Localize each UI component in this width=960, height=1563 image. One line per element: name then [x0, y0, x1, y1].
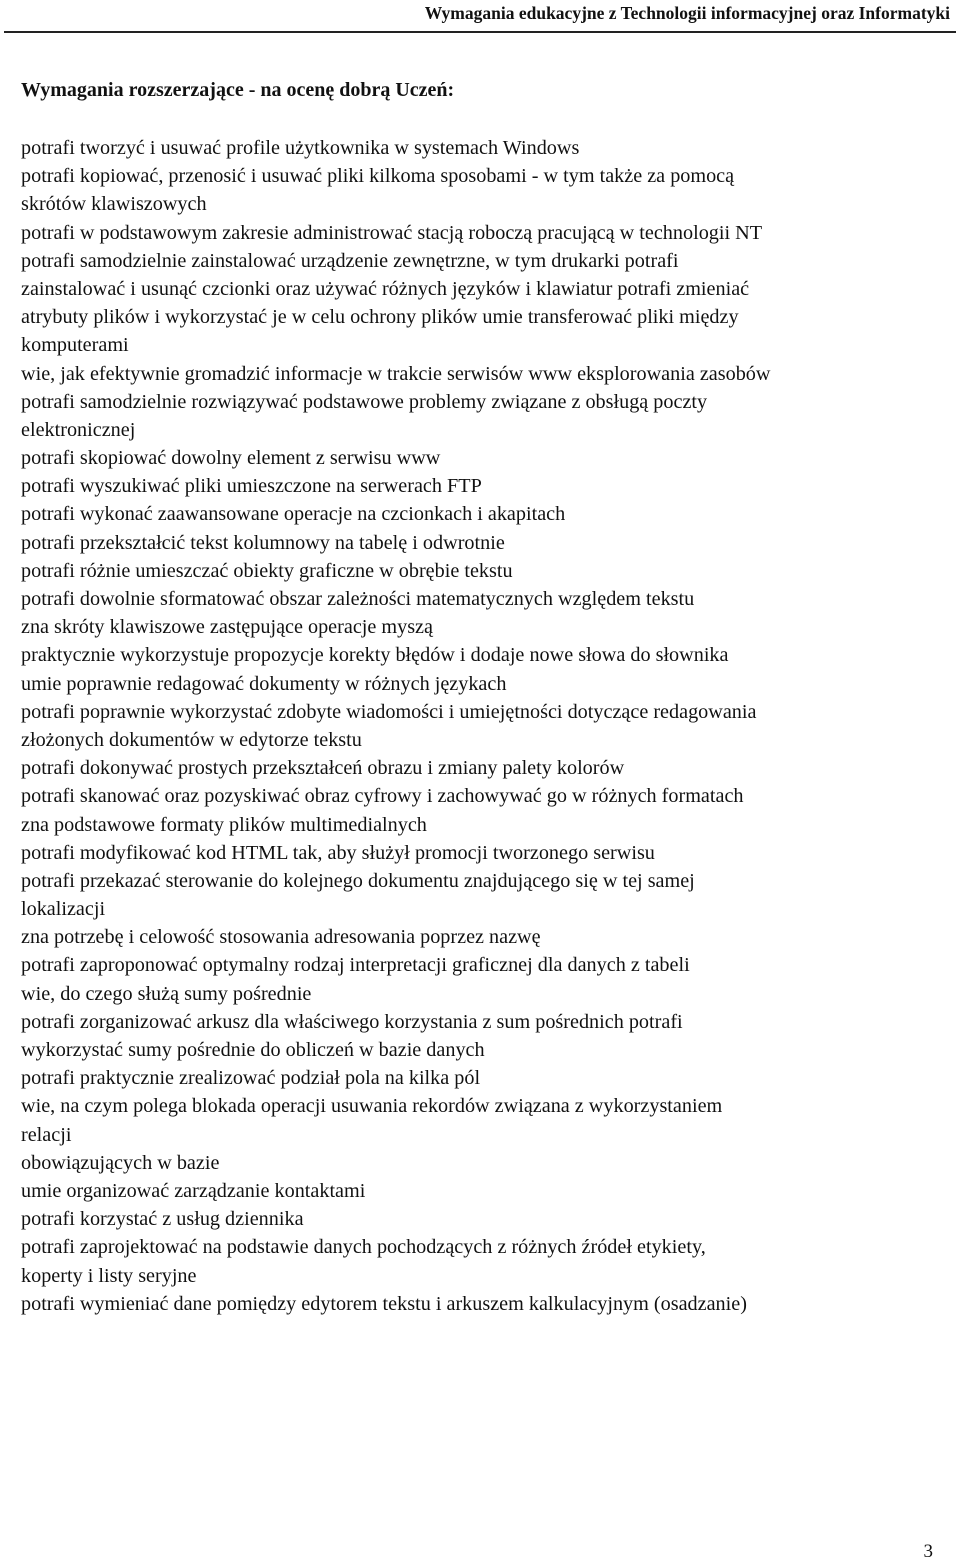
requirement-line: potrafi dokonywać prostych przekształceń obrazu i zmiany palety kolorów: [21, 757, 625, 780]
requirement-line: potrafi w podstawowym zakresie administrować stacją roboczą pracującą w technologii NT: [21, 221, 763, 244]
requirement-line: potrafi wyszukiwać pliki umieszczone na serwerach FTP: [21, 475, 482, 498]
header-divider: [4, 31, 956, 33]
requirement-line: zna podstawowe formaty plików multimedialnych: [21, 813, 427, 836]
requirements-list: [21, 134, 941, 1318]
requirement-line: potrafi wymieniać dane pomiędzy edytorem tekstu i arkuszem kalkulacyjnym (osadzanie): [21, 1292, 747, 1315]
requirement-line: praktycznie wykorzystuje propozycje korekty błędów i dodaje nowe słowa do słownika: [21, 644, 729, 667]
requirement-line: potrafi tworzyć i usuwać profile użytkownika w systemach Windows: [21, 137, 580, 159]
page-header: [0, 0, 960, 36]
requirement-line: wie, na czym polega blokada operacji usuwania rekordów związana z wykorzystaniem: [21, 1095, 723, 1118]
requirement-line: relacji: [21, 1123, 72, 1146]
requirement-line: potrafi skanować oraz pozyskiwać obraz cyfrowy i zachowywać go w różnych formatach: [21, 785, 744, 808]
requirement-line: umie organizować zarządzanie kontaktami: [21, 1179, 366, 1202]
requirement-line: potrafi przekazać sterowanie do kolejnego dokumentu znajdującego się w tej samej: [21, 869, 695, 892]
requirement-line: atrybuty plików i wykorzystać je w celu ochrony plików umie transferować pliki między: [21, 306, 739, 329]
requirement-line: wie, do czego służą sumy pośrednie: [21, 982, 312, 1005]
requirement-line: potrafi wykonać zaawansowane operacje na czcionkach i akapitach: [21, 503, 566, 526]
requirement-line: wykorzystać sumy pośrednie do obliczeń w bazie danych: [21, 1039, 485, 1061]
requirement-line: umie poprawnie redagować dokumenty w różnych językach: [21, 672, 507, 695]
requirement-line: lokalizacji: [21, 898, 106, 921]
requirement-line: potrafi skopiować dowolny element z serwisu www: [21, 447, 441, 470]
requirement-line: wie, jak efektywnie gromadzić informacje w trakcie serwisów www eksplorowania zasobów: [21, 362, 771, 385]
requirement-line: potrafi modyfikować kod HTML tak, aby służył promocji tworzonego serwisu: [21, 841, 655, 864]
requirement-line: potrafi samodzielnie rozwiązywać podstawowe problemy związane z obsługą poczty: [21, 390, 708, 413]
requirement-line: obowiązujących w bazie: [21, 1151, 220, 1174]
requirement-line: potrafi praktycznie zrealizować podział pola na kilka pól: [21, 1067, 481, 1090]
requirement-line: potrafi samodzielnie zainstalować urządzenie zewnętrzne, w tym drukarki potrafi: [21, 249, 679, 272]
requirement-line: elektronicznej: [21, 418, 136, 441]
requirement-line: potrafi dowolnie sformatować obszar zależności matematycznych względem tekstu: [21, 588, 695, 610]
requirement-line: potrafi przekształcić tekst kolumnowy na tabelę i odwrotnie: [21, 531, 505, 554]
requirement-line: potrafi kopiować, przenosić i usuwać pliki kilkoma sposobami - w tym także za pomocą: [21, 165, 735, 188]
requirement-line: zainstalować i usunąć czcionki oraz używać różnych języków i klawiatur potrafi zmieniać: [21, 277, 750, 300]
requirement-line: potrafi zaproponować optymalny rodzaj interpretacji graficznej dla danych z tabeli: [21, 954, 690, 977]
section-title: Wymagania rozszerzające - na ocenę dobrą Uczeń:: [21, 79, 455, 101]
page-number: 3: [923, 1541, 933, 1562]
requirement-line: zna potrzebę i celowość stosowania adresowania poprzez nazwę: [21, 926, 541, 949]
header-title: Wymagania edukacyjne z Technologii informacyjnej oraz Informatyki: [424, 3, 950, 23]
requirement-line: potrafi korzystać z usług dziennika: [21, 1208, 304, 1231]
requirement-line: potrafi zorganizować arkusz dla właściwego korzystania z sum pośrednich potrafi: [21, 1010, 683, 1033]
requirement-line: zna skróty klawiszowe zastępujące operacje myszą: [21, 616, 433, 639]
requirement-line: potrafi różnie umieszczać obiekty graficzne w obrębie tekstu: [21, 559, 513, 582]
requirement-line: potrafi poprawnie wykorzystać zdobyte wiadomości i umiejętności dotyczące redagowania: [21, 700, 757, 723]
requirement-line: skrótów klawiszowych: [21, 193, 207, 216]
requirement-line: komputerami: [21, 334, 129, 357]
requirement-line: złożonych dokumentów w edytorze tekstu: [21, 728, 362, 751]
requirement-line: potrafi zaprojektować na podstawie danych pochodzących z różnych źródeł etykiety,: [21, 1236, 706, 1259]
requirement-line: koperty i listy seryjne: [21, 1264, 197, 1287]
